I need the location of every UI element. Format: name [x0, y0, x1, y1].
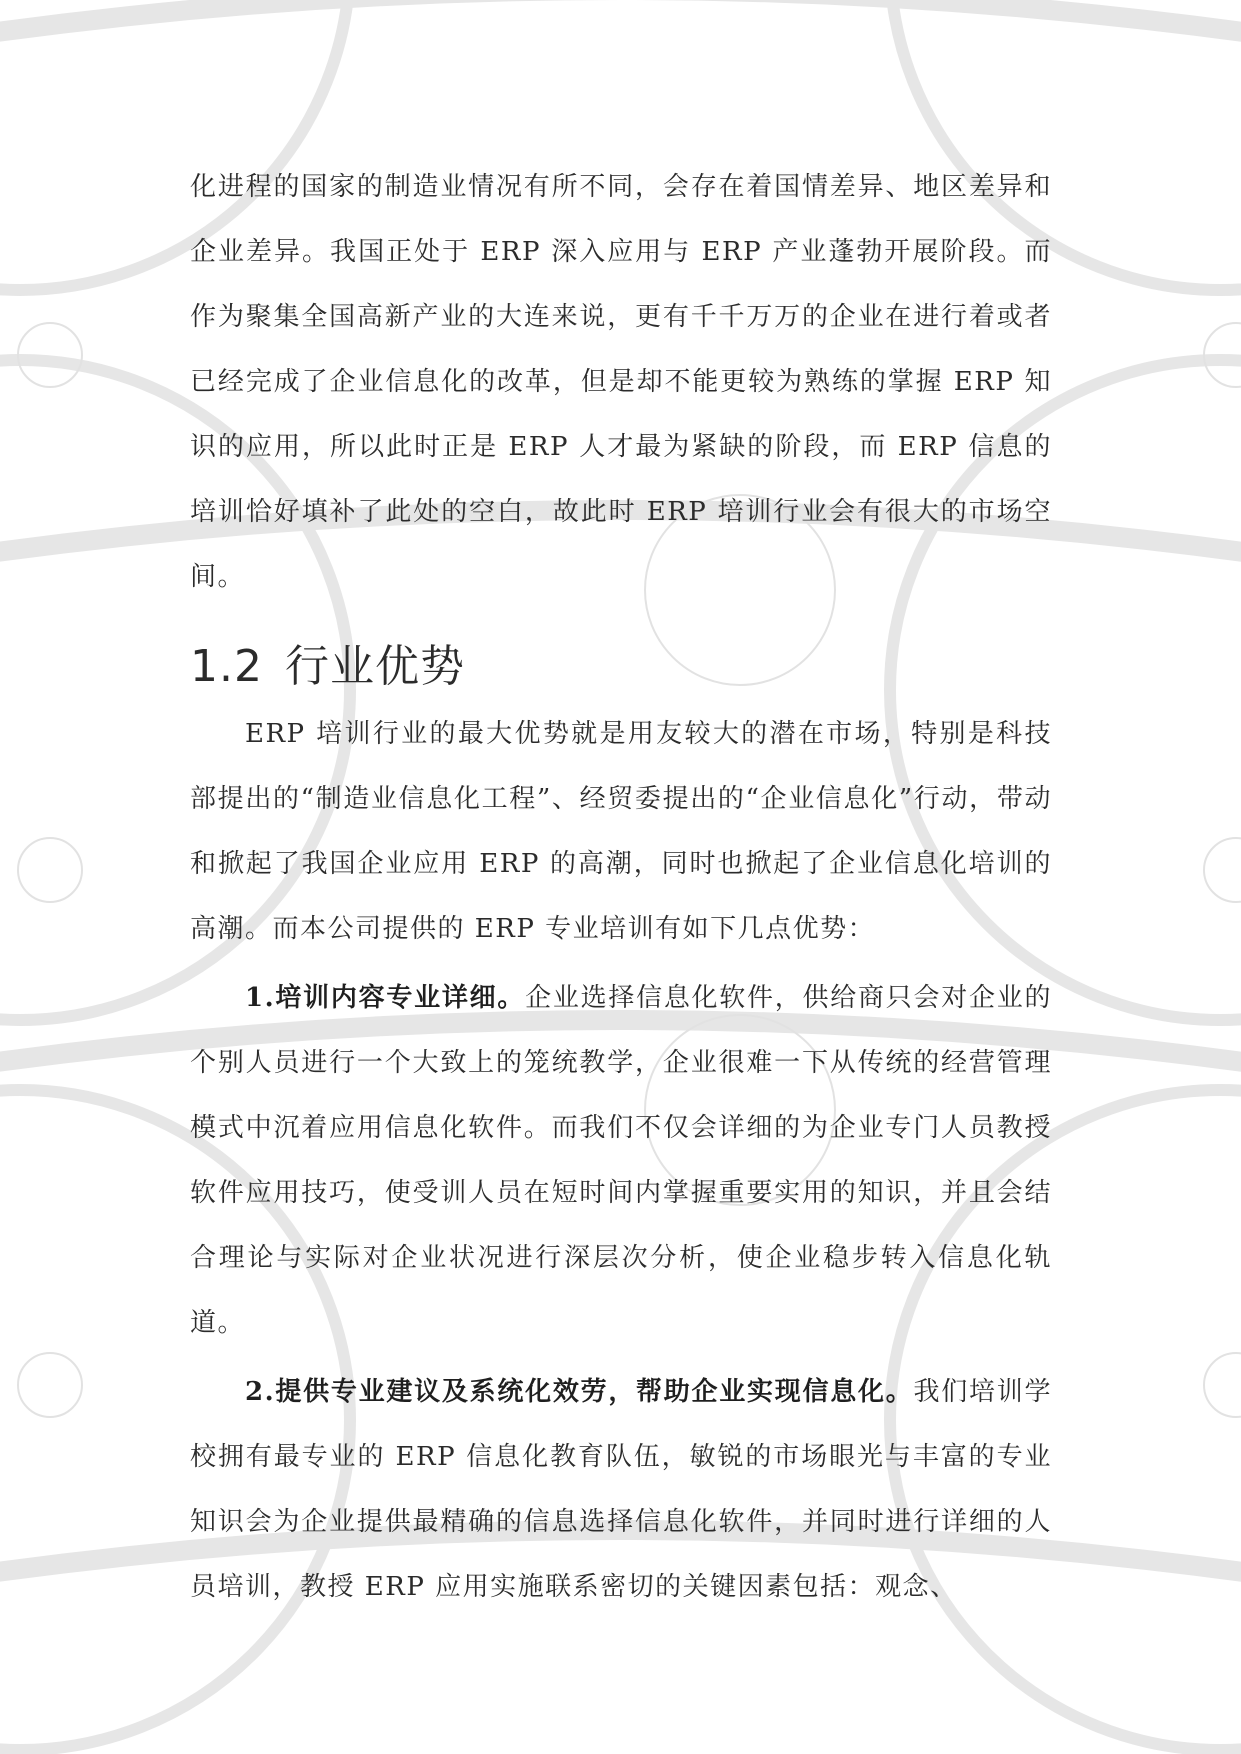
decor-small-circle: [1204, 1353, 1241, 1417]
advantage-lead: 2.提供专业建议及系统化效劳，帮助企业实现信息化。: [245, 1377, 914, 1407]
advantage-item: [190, 1360, 1052, 1620]
section-number: 1.2: [190, 641, 263, 692]
advantage-lead: 1.培训内容专业详细。: [245, 983, 526, 1013]
document-body: [190, 155, 1052, 1620]
paragraph-intro: ERP 培训行业的最大优势就是用友较大的潜在市场，特别是科技部提出的“制造业信息化工程”、经贸委提出的“企业信息化”行动，带动和掀起了我国企业应用 ERP 的高潮，同时也掀起了企业信息化培训的高潮。而本公司提供的 ERP 专业培训有如下几点优势：: [190, 719, 1052, 944]
section-title: 行业优势: [284, 641, 465, 692]
advantage-body: 我们培训学校拥有最专业的 ERP 信息化教育队伍，敏锐的市场眼光与丰富的专业知识会为企业提供最精确的信息选择信息化软件，并同时进行详细的人员培训，教授 ERP 应用实施联系密切的关键因素包括：观念、: [190, 1377, 1052, 1602]
decor-arc: [0, 0, 1241, 40]
decor-small-circle: [18, 1353, 82, 1417]
section-heading: [190, 632, 1052, 702]
advantage-body: 企业选择信息化软件，供给商只会对企业的个别人员进行一个大致上的笼统教学，企业很难一下从传统的经营管理模式中沉着应用信息化软件。而我们不仅会详细的为企业专门人员教授软件应用技巧，使受训人员在短时间内掌握重要实用的知识，并且会结合理论与实际对企业状况进行深层次分析，使企业稳步转入信息化轨道。: [190, 983, 1052, 1338]
paragraph-market-space: 化进程的国家的制造业情况有所不同，会存在着国情差异、地区差异和企业差异。我国正处于 ERP 深入应用与 ERP 产业蓬勃开展阶段。而作为聚集全国高新产业的大连来说，更有千千万万的企业在进行着或者已经完成了企业信息化的改革，但是却不能更较为熟练的掌握 ERP 知识的应用，所以此时正是 ERP 人才最为紧缺的阶段，而 ERP 信息的培训恰好填补了此处的空白，故此时 ERP 培训行业会有很大的市场空间。: [190, 172, 1052, 592]
decor-small-circle: [1204, 838, 1241, 902]
decor-small-circle: [18, 838, 82, 902]
advantage-item: [190, 966, 1052, 1356]
